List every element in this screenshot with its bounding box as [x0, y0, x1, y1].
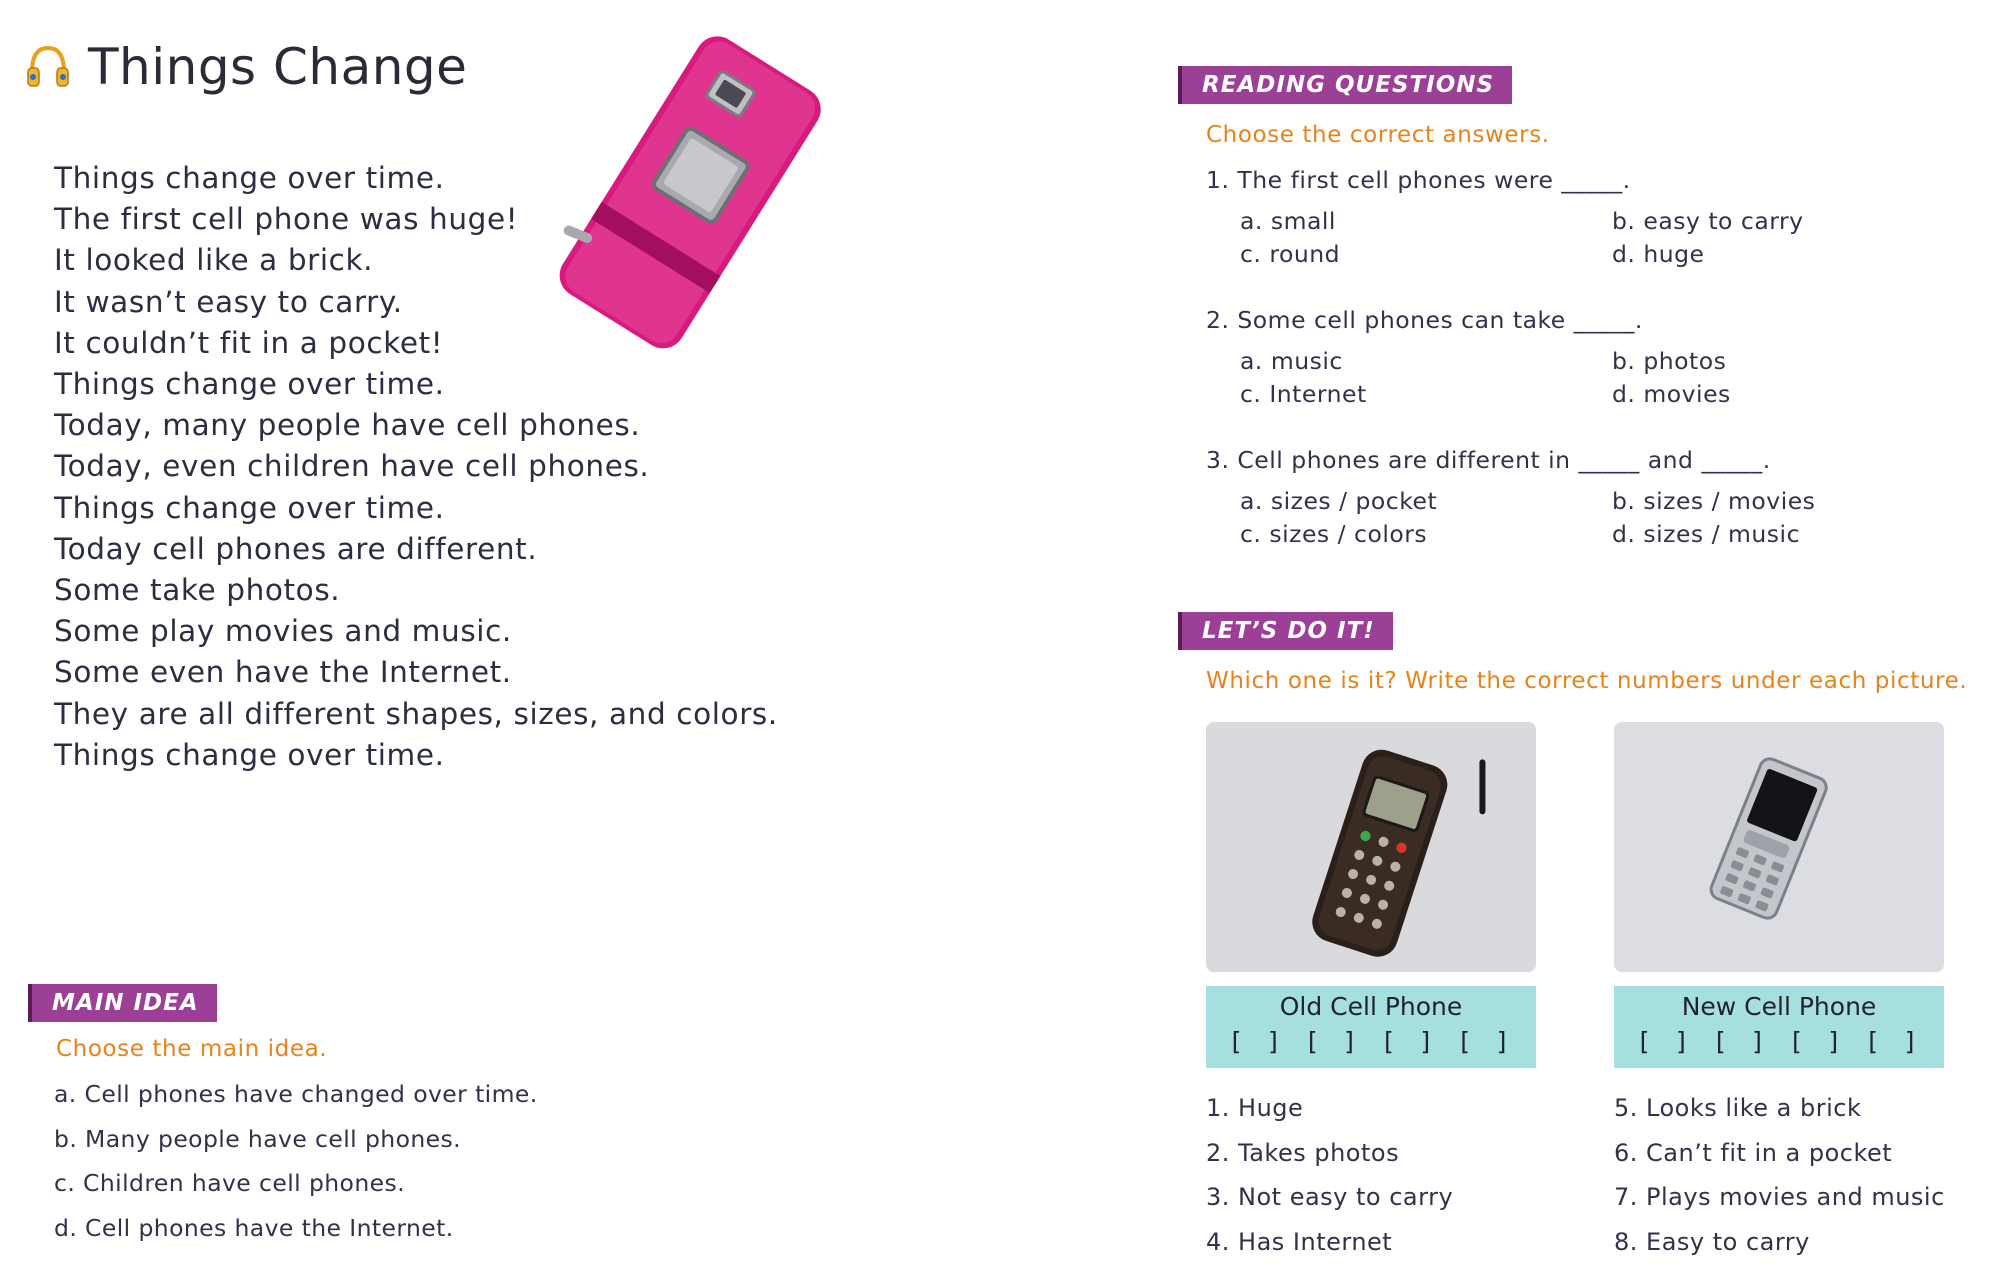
story-line: Today, many people have cell phones. [54, 405, 778, 446]
story-text [54, 158, 778, 776]
headphones-icon [26, 40, 70, 94]
q3-option-b[interactable]: b. sizes / movies [1612, 487, 1815, 515]
story-line: Things change over time. [54, 488, 778, 529]
feature-item-7: 7. Plays movies and music [1614, 1175, 1945, 1220]
story-line: Things change over time. [54, 158, 778, 199]
main-idea-options [54, 1072, 538, 1250]
q1-option-c[interactable]: c. round [1240, 240, 1340, 268]
story-line: Today, even children have cell phones. [54, 446, 778, 487]
q1-option-b[interactable]: b. easy to carry [1612, 207, 1804, 235]
reading-questions-label: READING QUESTIONS [1178, 66, 1512, 104]
story-line: It couldn’t fit in a pocket! [54, 323, 778, 364]
lets-do-it-label: LET’S DO IT! [1178, 612, 1393, 650]
main-idea-option-a[interactable]: a. Cell phones have changed over time. [54, 1072, 538, 1117]
old-cell-phone-caption [1206, 986, 1536, 1068]
story-line: Things change over time. [54, 364, 778, 405]
title-row [26, 38, 467, 96]
feature-item-1: 1. Huge [1206, 1086, 1453, 1131]
main-idea-option-b[interactable]: b. Many people have cell phones. [54, 1117, 538, 1162]
story-line: The first cell phone was huge! [54, 199, 778, 240]
feature-item-5: 5. Looks like a brick [1614, 1086, 1945, 1131]
q3-option-a[interactable]: a. sizes / pocket [1240, 487, 1437, 515]
question-2: 2. Some cell phones can take _____. [1206, 306, 1643, 334]
feature-item-4: 4. Has Internet [1206, 1220, 1453, 1264]
old-cell-phone-answer-slots[interactable]: [ ] [ ] [ ] [ ] [1206, 1027, 1536, 1056]
old-cell-phone-photo [1206, 722, 1536, 972]
new-cell-phone-caption [1614, 986, 1944, 1068]
story-line: It looked like a brick. [54, 240, 778, 281]
feature-list-right [1614, 1086, 1945, 1264]
new-cell-phone-answer-slots[interactable]: [ ] [ ] [ ] [ ] [1614, 1027, 1944, 1056]
page-title: Things Change [88, 38, 467, 96]
main-idea-option-d[interactable]: d. Cell phones have the Internet. [54, 1206, 538, 1251]
feature-item-2: 2. Takes photos [1206, 1131, 1453, 1176]
q2-option-c[interactable]: c. Internet [1240, 380, 1367, 408]
story-line: Some take photos. [54, 570, 778, 611]
main-idea-label: MAIN IDEA [28, 984, 217, 1022]
main-idea-option-c[interactable]: c. Children have cell phones. [54, 1161, 538, 1206]
question-3: 3. Cell phones are different in _____ and _____. [1206, 446, 1771, 474]
feature-list-left [1206, 1086, 1453, 1264]
story-line: Some play movies and music. [54, 611, 778, 652]
old-cell-phone-title: Old Cell Phone [1206, 986, 1536, 1021]
main-idea-instruction: Choose the main idea. [56, 1036, 327, 1062]
q2-option-d[interactable]: d. movies [1612, 380, 1731, 408]
story-line: Some even have the Internet. [54, 652, 778, 693]
story-line: Today cell phones are different. [54, 529, 778, 570]
q3-option-c[interactable]: c. sizes / colors [1240, 520, 1427, 548]
new-cell-phone-title: New Cell Phone [1614, 986, 1944, 1021]
story-line: They are all different shapes, sizes, and colors. [54, 694, 778, 735]
q2-option-a[interactable]: a. music [1240, 347, 1343, 375]
q2-option-b[interactable]: b. photos [1612, 347, 1726, 375]
story-line: It wasn’t easy to carry. [54, 282, 778, 323]
q1-option-a[interactable]: a. small [1240, 207, 1336, 235]
question-1: 1. The first cell phones were _____. [1206, 166, 1631, 194]
q1-option-d[interactable]: d. huge [1612, 240, 1705, 268]
feature-item-3: 3. Not easy to carry [1206, 1175, 1453, 1220]
q3-option-d[interactable]: d. sizes / music [1612, 520, 1800, 548]
lets-do-it-instruction: Which one is it? Write the correct numbers under each picture. [1206, 668, 1967, 694]
feature-item-8: 8. Easy to carry [1614, 1220, 1945, 1264]
feature-item-6: 6. Can’t fit in a pocket [1614, 1131, 1945, 1176]
reading-questions-instruction: Choose the correct answers. [1206, 122, 1550, 148]
new-cell-phone-photo [1614, 722, 1944, 972]
story-line: Things change over time. [54, 735, 778, 776]
